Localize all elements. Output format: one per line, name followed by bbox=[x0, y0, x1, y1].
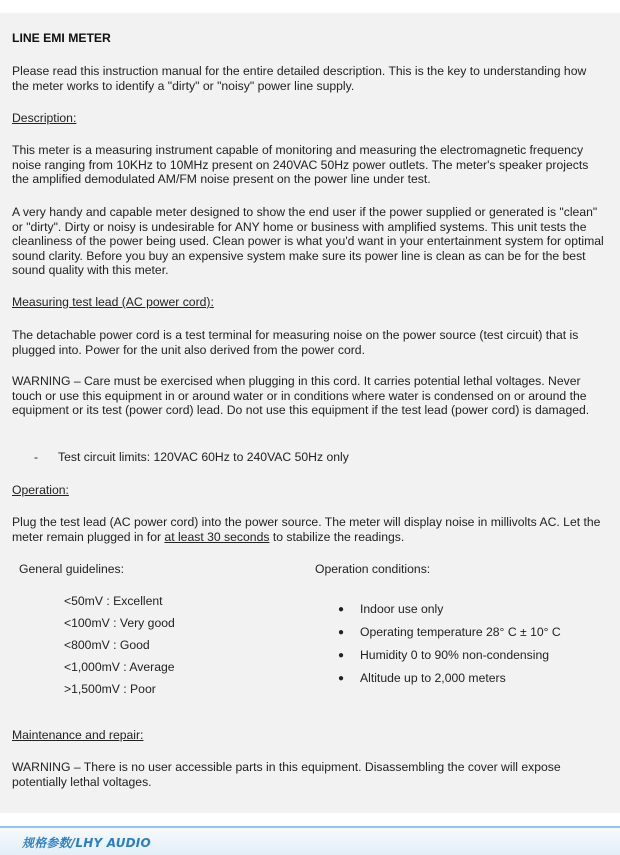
document-page bbox=[0, 13, 620, 813]
test-circuit-limits: Test circuit limits: 120VAC 60Hz to 240VAC 50Hz only bbox=[58, 450, 349, 464]
description-paragraph-1: This meter is a measuring instrument capable of monitoring and measuring the electromagnetic frequency noise ranging from 10KHz to 10MHz present on 240VAC 50Hz power outlets. The meter's speaker projects the amplified demodulated AM/FM noise present on the power line under test. bbox=[12, 143, 589, 186]
description-heading: Description: bbox=[12, 111, 77, 125]
bullet-icon: ● bbox=[338, 673, 345, 684]
level-item: <800mV : Good bbox=[64, 638, 150, 652]
dash-bullet: - bbox=[34, 450, 39, 464]
operation-heading: Operation: bbox=[12, 483, 69, 497]
document-title: LINE EMI METER bbox=[12, 31, 111, 45]
condition-item: Operating temperature 28° C ± 10° C bbox=[360, 625, 561, 639]
bullet-icon: ● bbox=[338, 604, 345, 615]
condition-item: Altitude up to 2,000 meters bbox=[360, 671, 506, 685]
level-item: >1,500mV : Poor bbox=[64, 682, 156, 696]
condition-item: Humidity 0 to 90% non-condensing bbox=[360, 648, 550, 662]
level-item: <100mV : Very good bbox=[64, 616, 175, 630]
description-paragraph-2: A very handy and capable meter designed to show the end user if the power supplied or generated is "clean" or "dirty". Dirty or noisy is undesirable for ANY home or business with amplified systems. This unit tests the cleanliness of the power being used. Clean power is what you'd want in your entertainment system for optimal sound clarity. Before you buy an expensive system make sure its power line is clean as can be for the best sound quality with this meter. bbox=[12, 205, 604, 277]
footer-brand-text: 规格参数/LHY AUDIO bbox=[22, 836, 151, 850]
thirty-seconds-emphasis: at least 30 seconds bbox=[164, 529, 270, 544]
condition-item: Indoor use only bbox=[360, 602, 444, 616]
footer-bar bbox=[0, 826, 620, 855]
bullet-icon: ● bbox=[338, 627, 345, 638]
maintenance-heading: Maintenance and repair: bbox=[12, 728, 144, 742]
general-guidelines-label: General guidelines: bbox=[19, 562, 125, 576]
test-lead-warning: WARNING – Care must be exercised when plugging in this cord. It carries potential lethal voltages. Never touch or use this equipment in or around water or in conditions where water is condensed on or around the equipment or its test (power cord) lead. Do not use this equipment if the test lead (power cord) is damaged. bbox=[12, 374, 590, 417]
operation-conditions-label: Operation conditions: bbox=[315, 562, 431, 576]
level-item: <50mV : Excellent bbox=[64, 594, 163, 608]
maintenance-warning: WARNING – There is no user accessible parts in this equipment. Disassembling the cover will expose potentially lethal voltages. bbox=[12, 760, 561, 789]
test-lead-heading: Measuring test lead (AC power cord): bbox=[12, 295, 214, 309]
test-lead-paragraph: The detachable power cord is a test terminal for measuring noise on the power source (test circuit) that is plugged into. Power for the unit also derived from the power cord. bbox=[12, 328, 579, 357]
operation-paragraph: Plug the test lead (AC power cord) into the power source. The meter will display noise in millivolts AC. Let the meter remain plugged in for at least 30 seconds to stabilize the readings. bbox=[12, 515, 601, 544]
bullet-icon: ● bbox=[338, 650, 345, 661]
level-item: <1,000mV : Average bbox=[64, 660, 175, 674]
intro-paragraph: Please read this instruction manual for the entire detailed description. This is the key to understanding how the meter works to identify a "dirty" or "noisy" power line supply. bbox=[12, 64, 587, 93]
